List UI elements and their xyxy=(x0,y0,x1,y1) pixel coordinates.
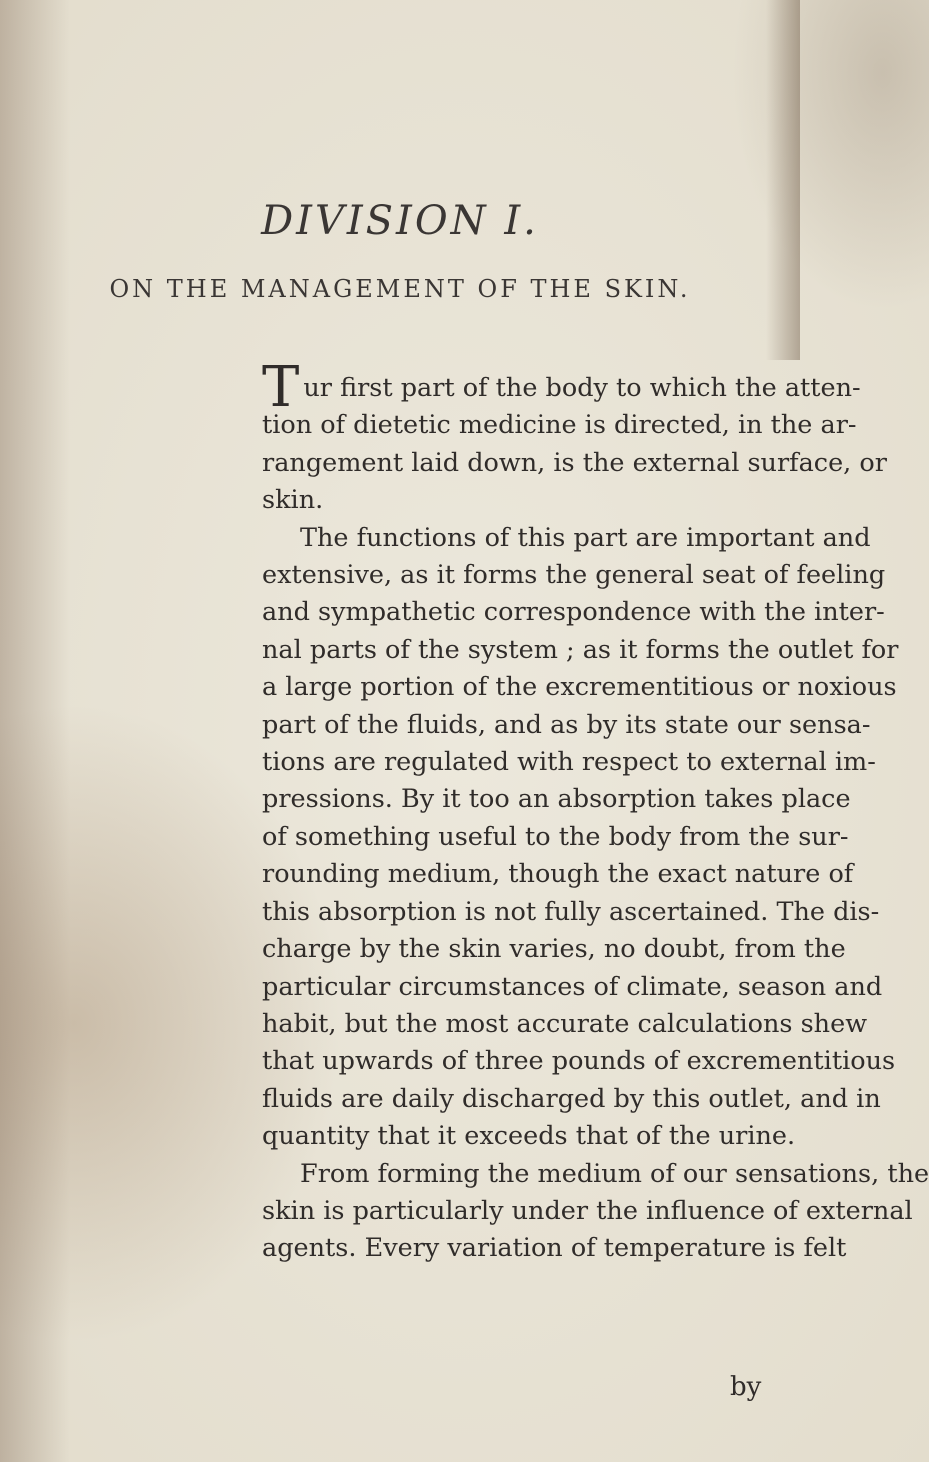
paragraph-2-line: quantity that it exceeds that of the urine. xyxy=(262,1121,796,1152)
paragraph-2-line: fluids are daily discharged by this outlet, and in xyxy=(262,1083,881,1114)
paragraph-1-line-1: Tur first part of the body to which the atten- xyxy=(262,355,861,420)
paragraph-2-line: particular circumstances of climate, season and xyxy=(262,971,883,1002)
division-heading: DIVISION I. xyxy=(261,198,539,244)
chapter-subtitle: ON THE MANAGEMENT OF THE SKIN. xyxy=(109,275,691,303)
paragraph-2-line: nal parts of the system ; as it forms the outlet for xyxy=(262,634,899,665)
paragraph-2-line: pressions. By it too an absorption takes place xyxy=(262,784,851,815)
paragraph-2-line: habit, but the most accurate calculations shew xyxy=(262,1008,868,1039)
paragraph-3-line: agents. Every variation of temperature is felt xyxy=(262,1233,847,1264)
paragraph-2-line: charge by the skin varies, no doubt, from the xyxy=(262,934,846,965)
paragraph-2-line: and sympathetic correspondence with the inter- xyxy=(262,597,885,628)
paragraph-1-line: rangement laid down, is the external surface, or xyxy=(262,447,887,478)
paragraph-2-line: this absorption is not fully ascertained. The dis- xyxy=(262,896,880,927)
paragraph-3-line: From forming the medium of our sensations, the xyxy=(300,1158,929,1189)
drop-cap: T xyxy=(262,355,300,420)
page-edge-shadow-right xyxy=(766,0,800,360)
paragraph-2-line: of something useful to the body from the sur- xyxy=(262,821,849,852)
paragraph-2-line: rounding medium, though the exact nature of xyxy=(262,859,854,890)
catchword: by xyxy=(730,1372,762,1402)
body-text xyxy=(262,355,929,1268)
paragraph-2-line: that upwards of three pounds of excrementitious xyxy=(262,1046,896,1077)
paragraph-3-line: skin is particularly under the influence of external xyxy=(262,1195,913,1226)
paragraph-1-line: skin. xyxy=(262,485,324,516)
paragraph-1-line: tion of dietetic medicine is directed, in the ar- xyxy=(262,410,857,441)
paragraph-2-line: The functions of this part are important and xyxy=(300,522,871,553)
paragraph-2-line: a large portion of the excrementitious or noxious xyxy=(262,672,897,703)
paragraph-2-line: extensive, as it forms the general seat of feeling xyxy=(262,560,886,591)
paragraph-2-line: part of the fluids, and as by its state our sensa- xyxy=(262,709,871,740)
paragraph-2-line: tions are regulated with respect to external im- xyxy=(262,747,876,778)
